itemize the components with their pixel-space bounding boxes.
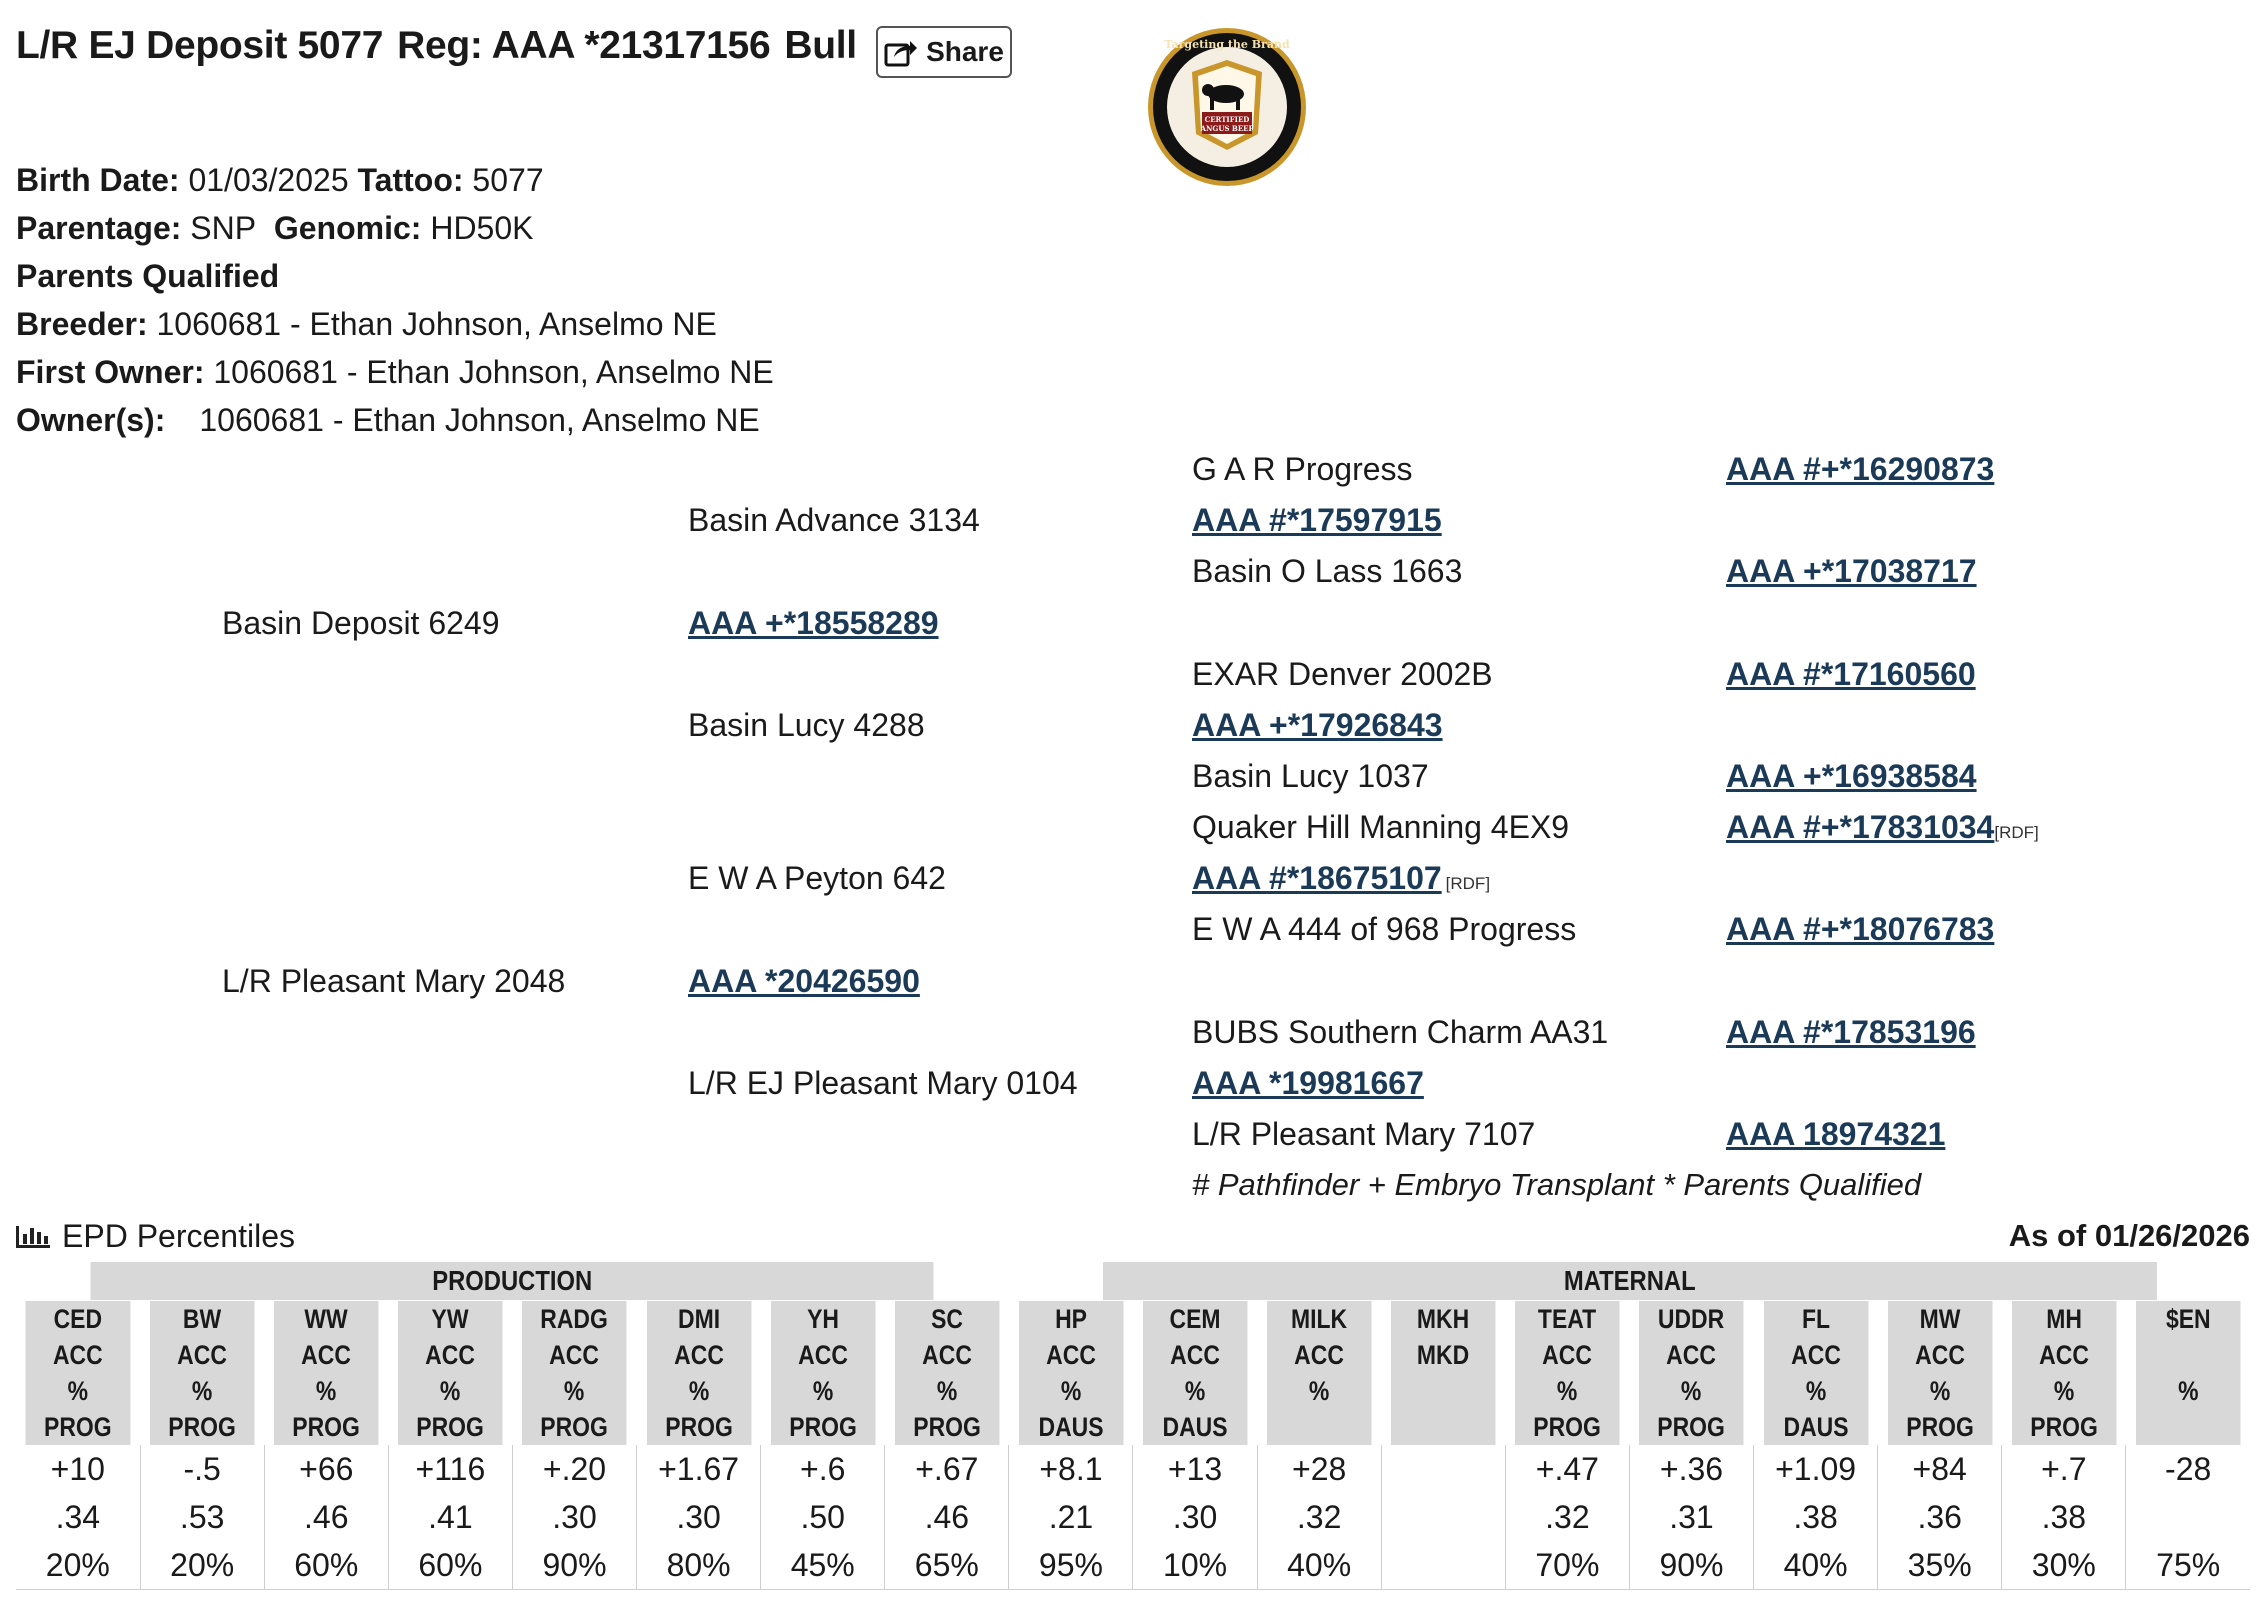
epd-cell-pct: 95% [1009,1541,1133,1590]
epd-col-header-line: % [1929,1376,1950,1406]
epd-cell-epd: +.47 [1505,1445,1629,1493]
pedigree-sd-reg [1192,707,1443,744]
epd-col-header-line: HP [1054,1304,1087,1334]
epd-cell-epd: +.67 [885,1445,1009,1493]
pedigree-dss-rdf: [RDF] [1994,823,2039,842]
epd-col-header [1515,1301,1620,1446]
pedigree-ssd-name: Basin O Lass 1663 [1192,553,1463,589]
epd-cell-epd: +116 [388,1445,512,1493]
genomic: HD50K [430,210,534,246]
epd-col-header [149,1301,254,1446]
epd-col-header [1887,1301,1992,1446]
svg-text:ANGUS BEEF: ANGUS BEEF [1200,124,1254,133]
epd-cell-epd: +.20 [512,1445,636,1493]
epd-col-header [398,1301,503,1446]
epd-cell-pct: 40% [1754,1541,1878,1590]
pedigree-dsd-reg [1726,911,1994,948]
pedigree-sds-link[interactable]: AAA #*17160560 [1726,656,1976,692]
epd-col-header-line: PROG [2030,1412,2098,1442]
pedigree-legend: # Pathfinder + Embryo Transplant * Parents Qualified [1192,1167,1922,1202]
epd-cell-epd: -.5 [140,1445,264,1493]
parents-qualified: Parents Qualified [16,258,280,294]
pedigree-dam-name: L/R Pleasant Mary 2048 [222,963,566,999]
pedigree-ss-link[interactable]: AAA #*17597915 [1192,502,1442,538]
epd-cell-acc: .31 [1629,1493,1753,1541]
epd-col-header-line: % [1060,1376,1082,1406]
epd-cell-epd: +28 [1257,1445,1381,1493]
epd-cell-pct: 70% [1505,1541,1629,1590]
bar-chart-icon [16,1224,50,1250]
epd-cell-pct: 35% [1878,1541,2002,1590]
epd-cell-pct: 45% [761,1541,885,1590]
owners: 1060681 - Ethan Johnson, Anselmo NE [199,402,760,438]
epd-as-of: As of 01/26/2026 [2008,1218,2250,1253]
epd-cell-acc: .38 [2002,1493,2126,1541]
pedigree-dam-link[interactable]: AAA *20426590 [688,963,920,999]
epd-col-header-line: FL [1801,1304,1830,1334]
pedigree-ds-link[interactable]: AAA #*18675107 [1192,860,1442,896]
epd-col-header-line: ACC [1294,1340,1345,1370]
pedigree-ds-reg [1192,860,1490,897]
epd-cell-acc: .46 [264,1493,388,1541]
epd-col-header [1018,1301,1123,1446]
epd-col-header-line: ACC [425,1340,476,1370]
epd-col-header-line: ACC [797,1340,848,1370]
epd-col-header-line [2136,1337,2241,1373]
epd-cell-epd: +.6 [761,1445,885,1493]
epd-cell-pct: 90% [512,1541,636,1590]
epd-cell-epd [1381,1445,1505,1493]
pedigree-ssd-link[interactable]: AAA +*17038717 [1726,553,1977,589]
pedigree-dsd-link[interactable]: AAA #+*18076783 [1726,911,1995,947]
pedigree-dsd-name: E W A 444 of 968 Progress [1192,911,1577,947]
epd-col-header-line: CED [53,1304,103,1334]
epd-col-header-line: PROG [1905,1412,1974,1442]
pedigree-sds-name: EXAR Denver 2002B [1192,656,1493,692]
animal-title [16,24,871,68]
epd-col-header [1639,1301,1744,1446]
epd-col-header-line: ACC [1790,1340,1841,1370]
epd-accuracy-row [16,1493,2250,1541]
epd-cell-epd: +1.09 [1754,1445,1878,1493]
epd-col-header-line: UDDR [1658,1304,1725,1334]
epd-col-header-line: CEM [1169,1304,1221,1334]
animal-reg: Reg: AAA *21317156 [397,24,771,67]
pedigree-sdd-link[interactable]: AAA +*16938584 [1726,758,1977,794]
epd-cell-pct [1381,1541,1505,1590]
epd-cell-acc [2126,1493,2250,1541]
owners-row: Owner(s): 1060681 - Ethan Johnson, Anselmo NE [16,402,760,438]
epd-col-header-line: % [440,1376,461,1406]
pedigree-ss-reg [1192,502,1442,539]
epd-cell-acc: .50 [761,1493,885,1541]
tattoo: 5077 [472,162,544,198]
epd-cell-acc: .41 [388,1493,512,1541]
epd-col-header-line: % [316,1376,337,1406]
epd-col-header-line: MW [1919,1304,1961,1334]
epd-cell-acc: .36 [1878,1493,2002,1541]
epd-col-header-line: % [1681,1376,1702,1406]
epd-col-header-line: PROG [416,1412,485,1442]
pedigree-dds-link[interactable]: AAA #*17853196 [1726,1014,1976,1050]
epd-cell-pct: 30% [2002,1541,2126,1590]
epd-col-header-line: PROG [664,1412,733,1442]
epd-col-header-line: DAUS [1783,1412,1849,1442]
epd-col-header-line: ACC [549,1340,600,1370]
epd-col-header-line: PROG [1533,1412,1602,1442]
share-icon [884,37,918,67]
epd-col-header-line: % [1557,1376,1578,1406]
epd-col-header-line: % [2177,1376,2199,1406]
epd-cell-pct: 65% [885,1541,1009,1590]
birth-date: 01/03/2025 [188,162,349,198]
pedigree-dss-link[interactable]: AAA #+*17831034 [1726,809,1995,845]
pedigree-dds-name: BUBS Southern Charm AA31 [1192,1014,1609,1050]
epd-cell-pct: 80% [637,1541,761,1590]
animal-sex: Bull [784,24,857,67]
epd-cell-acc: .32 [1505,1493,1629,1541]
share-label: Share [926,36,1004,67]
epd-col-header-line: % [1184,1376,1206,1406]
epd-cell-acc: .34 [55,1498,101,1535]
epd-col-header [646,1301,751,1446]
certified-angus-beef-logo [1146,26,1308,188]
epd-cell-pct: 60% [264,1541,388,1590]
pedigree-ds-rdf: [RDF] [1445,874,1491,893]
first-owner-row: First Owner: 1060681 - Ethan Johnson, Anselmo NE [16,354,774,390]
epd-col-header-line: % [564,1376,585,1406]
epd-col-header-line: ACC [921,1340,972,1370]
epd-col-header-line: PROG [913,1412,981,1442]
epd-col-header-line: YW [431,1304,469,1334]
epd-cell-acc: .53 [140,1493,264,1541]
pedigree-dd-link[interactable]: AAA *19981667 [1192,1065,1424,1101]
epd-col-header-line: ACC [1046,1340,1096,1370]
epd-table [16,1262,2250,1590]
epd-col-header-line: SC [930,1304,963,1334]
epd-col-header-line: ACC [673,1340,724,1370]
epd-col-header-line: % [1308,1376,1330,1406]
epd-col-header-line [2136,1409,2241,1445]
epd-cell-pct: 20% [16,1541,140,1590]
epd-col-header [894,1301,999,1446]
pedigree-sire-reg [688,605,939,642]
epd-title: EPD Percentiles [62,1218,295,1254]
pedigree-sire-link[interactable]: AAA +*18558289 [688,605,939,641]
pedigree-ddd-reg [1726,1116,1945,1153]
pedigree-ddd-link[interactable]: AAA 18974321 [1726,1116,1946,1152]
pedigree-sire-name: Basin Deposit 6249 [222,605,500,641]
epd-col-header-line [1391,1373,1496,1409]
pedigree-sdd-name: Basin Lucy 1037 [1192,758,1429,794]
epd-cell-acc: .46 [885,1493,1009,1541]
pedigree-ss-name: Basin Advance 3134 [688,502,980,538]
pedigree-sd-link[interactable]: AAA +*17926843 [1192,707,1443,743]
epd-col-header-line: PROG [788,1412,857,1442]
epd-col-header-line: ACC [52,1340,103,1370]
first-owner: 1060681 - Ethan Johnson, Anselmo NE [213,354,774,390]
epd-cell-acc: .38 [1754,1493,1878,1541]
epd-cell-pct: 90% [1629,1541,1753,1590]
epd-col-header-line: PROG [44,1412,112,1442]
birth-tattoo-row: Birth Date: 01/03/2025 Tattoo: 5077 [16,162,544,198]
epd-col-header-line: PROG [168,1412,236,1442]
epd-col-header-line: ACC [1542,1340,1593,1370]
epd-col-header [2011,1301,2116,1446]
epd-col-header-line: % [191,1376,213,1406]
epd-col-header-line: DAUS [1162,1412,1228,1442]
epd-col-header-line: PROG [540,1412,609,1442]
pedigree-sdd-reg [1726,758,1977,795]
pedigree-sss-link[interactable]: AAA #+*16290873 [1726,451,1995,487]
epd-col-header-line: BW [183,1304,222,1334]
epd-col-header-line: DAUS [1038,1412,1104,1442]
pedigree-ddd-name: L/R Pleasant Mary 7107 [1192,1116,1536,1152]
epd-col-header-line: MKH [1417,1304,1470,1334]
parentage: SNP [190,210,257,246]
pedigree-ds-name: E W A Peyton 642 [688,860,946,896]
epd-cell-epd: +8.1 [1009,1445,1133,1493]
epd-cell-pct: 20% [140,1541,264,1590]
epd-value-row [16,1445,2250,1493]
epd-col-header-line: % [67,1376,89,1406]
epd-col-header [1391,1301,1496,1446]
svg-text:CERTIFIED: CERTIFIED [1204,115,1250,124]
epd-col-header-line: DMI [677,1304,720,1334]
pedigree-dss-reg [1726,809,2039,846]
pedigree-sd-name: Basin Lucy 4288 [688,707,925,743]
pedigree-dss-name: Quaker Hill Manning 4EX9 [1192,809,1570,845]
epd-percentile-row [16,1541,2250,1590]
pedigree-sss-name: G A R Progress [1192,451,1413,487]
epd-header-row [16,1301,2250,1446]
epd-header [16,1218,295,1255]
epd-cell-pct: 60% [388,1541,512,1590]
epd-col-header-line: ACC [2038,1340,2089,1370]
epd-cell-epd: -28 [2126,1445,2250,1493]
epd-col-header-line: PROG [1657,1412,1726,1442]
pedigree-dds-reg [1726,1014,1976,1051]
epd-col-header-line [1267,1409,1372,1445]
svg-text:Targeting the Brand: Targeting the Brand [1164,38,1290,51]
epd-col-header [1763,1301,1868,1446]
animal-name: L/R EJ Deposit 5077 [16,24,384,67]
breeder-row: Breeder: 1060681 - Ethan Johnson, Anselmo NE [16,306,717,342]
epd-col-header-line: TEAT [1538,1304,1597,1334]
epd-cell-epd: +.7 [2002,1445,2126,1493]
breeder: 1060681 - Ethan Johnson, Anselmo NE [156,306,717,342]
epd-cell-acc: .30 [1133,1493,1257,1541]
epd-cell-epd: +.36 [1629,1445,1753,1493]
epd-col-header-line: ACC [1914,1340,1965,1370]
epd-cell-acc: .30 [637,1493,761,1541]
epd-cell-acc [1381,1493,1505,1541]
share-button[interactable] [876,26,1012,78]
epd-cell-acc: .32 [1257,1493,1381,1541]
epd-col-header-line: $EN [2165,1304,2211,1334]
epd-col-header-line: % [2053,1376,2075,1406]
epd-cell-pct: 10% [1133,1541,1257,1590]
epd-col-header-line: RADG [540,1304,609,1334]
group-maternal: MATERNAL [1102,1262,2157,1301]
epd-col-header [770,1301,875,1446]
epd-col-header-line: ACC [1170,1340,1220,1370]
epd-col-header [274,1301,379,1446]
epd-col-header [2135,1301,2241,1446]
epd-cell-acc: .30 [512,1493,636,1541]
pedigree-sss-reg [1726,451,1994,488]
epd-col-header [522,1301,627,1446]
epd-col-header-line [1391,1409,1496,1445]
epd-col-header-line: YH [806,1304,839,1334]
epd-cell-epd: +66 [264,1445,388,1493]
epd-cell-pct: 75% [2126,1541,2250,1590]
pedigree-ssd-reg [1726,553,1977,590]
epd-col-header [25,1301,130,1446]
pedigree-sds-reg [1726,656,1976,693]
epd-col-header-line: ACC [301,1340,352,1370]
epd-col-header-line: ACC [1666,1340,1717,1370]
parentage-row: Parentage: SNP Genomic: HD50K [16,210,534,246]
epd-col-header-line: % [688,1376,709,1406]
epd-col-header-line: ACC [177,1340,228,1370]
epd-cell-epd: +1.67 [637,1445,761,1493]
epd-col-header-line: % [1805,1376,1826,1406]
epd-col-header [1266,1301,1371,1446]
epd-cell-epd: +13 [1133,1445,1257,1493]
epd-col-header-line: % [812,1376,833,1406]
epd-col-header-line: % [936,1376,958,1406]
epd-col-header [1142,1301,1247,1446]
epd-cell-epd: +10 [50,1450,105,1487]
pedigree-dam-reg [688,963,920,1000]
epd-col-header-line: WW [304,1304,348,1334]
pedigree-dd-reg [1192,1065,1424,1102]
epd-col-header-line: PROG [292,1412,361,1442]
epd-cell-epd: +84 [1878,1445,2002,1493]
epd-cell-pct: 40% [1257,1541,1381,1590]
epd-col-header-line: MKD [1417,1340,1470,1370]
pedigree-dd-name: L/R EJ Pleasant Mary 0104 [688,1065,1078,1101]
epd-col-header-line: MH [2045,1304,2082,1334]
group-production: PRODUCTION [90,1262,934,1301]
epd-cell-acc: .21 [1009,1493,1133,1541]
epd-col-header-line: MILK [1291,1304,1348,1334]
